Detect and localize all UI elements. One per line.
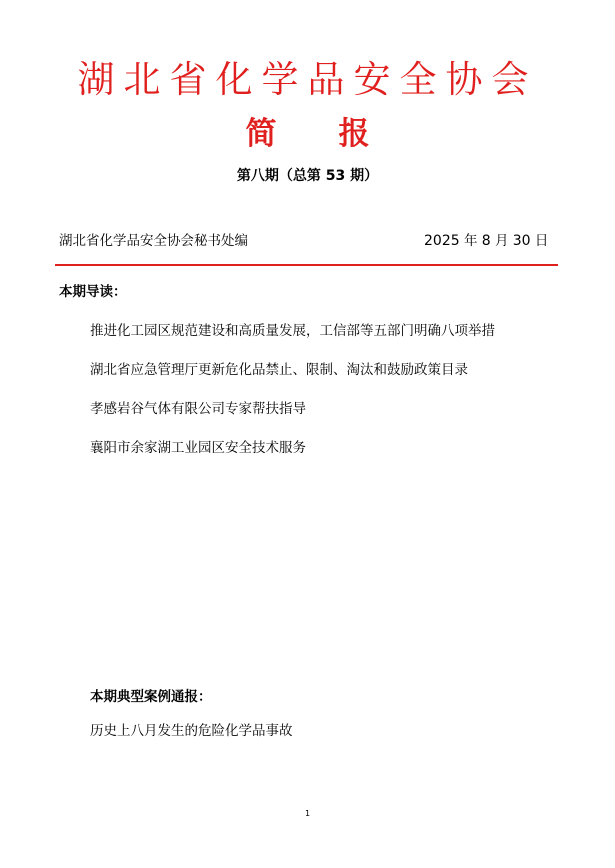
publish-date [424, 232, 548, 250]
page-number: 1 [304, 809, 311, 818]
date-month-unit: 月 [494, 233, 509, 249]
header-divider [55, 264, 558, 266]
contents-list [90, 322, 495, 478]
date-year-unit: 年 [463, 233, 478, 249]
bulletin-title-char-2: 报 [338, 116, 370, 152]
contents-item[interactable]: 推进化工园区规范建设和高质量发展，工信部等五部门明确八项举措 [90, 323, 495, 339]
contents-label: 本期导读： [59, 284, 127, 300]
date-day-unit: 日 [534, 233, 549, 249]
cases-label: 本期典型案例通报： [90, 689, 212, 705]
date-year: 2025 [424, 233, 460, 249]
organization-title: 湖北省化学品安全协会 [77, 58, 538, 101]
date-month: 8 [481, 233, 491, 249]
contents-item[interactable]: 襄阳市余家湖工业园区安全技术服务 [90, 440, 306, 456]
case-item[interactable]: 历史上八月发生的危险化学品事故 [90, 723, 293, 739]
editor-line: 湖北省化学品安全协会秘书处编 [59, 233, 248, 249]
issue-number: 第八期（总第 53 期） [236, 168, 379, 184]
bulletin-title-char-1: 简 [245, 116, 277, 152]
contents-item[interactable]: 孝感岩谷气体有限公司专家帮扶指导 [90, 401, 306, 417]
contents-item[interactable]: 湖北省应急管理厅更新危化品禁止、限制、淘汰和鼓励政策目录 [90, 362, 468, 378]
date-day: 30 [512, 233, 531, 249]
bulletin-title [0, 115, 615, 153]
